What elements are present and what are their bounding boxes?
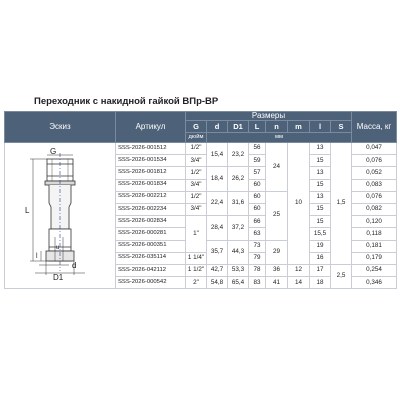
table-cell-m: 10 xyxy=(288,143,310,265)
header-mass: Масса, кг xyxy=(352,112,397,143)
table-cell-D1: 65,4 xyxy=(228,277,249,289)
table-cell-article: SSS-2026-000281 xyxy=(116,228,186,240)
table-cell-d: 35,7 xyxy=(207,240,228,264)
header-unit-inch: дюйм xyxy=(186,133,207,143)
table-cell-l: 15,5 xyxy=(310,228,331,240)
table-cell-l: 15 xyxy=(310,216,331,228)
table-cell-mass: 0,346 xyxy=(352,277,397,289)
table-cell-mass: 0,118 xyxy=(352,228,397,240)
table-cell-L: 73 xyxy=(249,240,266,252)
table-cell-d: 15,4 xyxy=(207,143,228,167)
table-cell-G: 3/4" xyxy=(186,179,207,191)
table-cell-n: 24 xyxy=(266,143,288,192)
table-cell-mass: 0,052 xyxy=(352,167,397,179)
sketch-label-l: l xyxy=(36,253,38,261)
table-cell-D1: 31,6 xyxy=(228,191,249,215)
table-cell-l: 13 xyxy=(310,143,331,155)
table-cell-n: 41 xyxy=(266,277,288,289)
header-m: m xyxy=(288,121,310,133)
table-cell-L: 60 xyxy=(249,191,266,203)
table-cell-D1: 53,3 xyxy=(228,264,249,276)
table-cell-n: 25 xyxy=(266,191,288,240)
table-cell-l: 16 xyxy=(310,252,331,264)
table-cell-L: 60 xyxy=(249,203,266,215)
table-cell-article: SSS-2026-000542 xyxy=(116,277,186,289)
table-cell-article: SSS-2026-042112 xyxy=(116,264,186,276)
table-cell-D1: 37,2 xyxy=(228,216,249,240)
table-cell-G: 1/2" xyxy=(186,143,207,155)
table-cell-mass: 0,083 xyxy=(352,179,397,191)
table-cell-mass: 0,076 xyxy=(352,155,397,167)
table-cell-article: SSS-2026-002234 xyxy=(116,203,186,215)
table-cell-d: 28,4 xyxy=(207,216,228,240)
table-cell-G: 3/4" xyxy=(186,203,207,215)
sketch-label-u: u xyxy=(56,245,60,252)
table-cell-l: 13 xyxy=(310,167,331,179)
table-cell-l: 15 xyxy=(310,179,331,191)
table-cell-mass: 0,181 xyxy=(352,240,397,252)
table-cell-mass: 0,047 xyxy=(352,143,397,155)
table-cell-L: 59 xyxy=(249,155,266,167)
header-G: G xyxy=(186,121,207,133)
table-cell-L: 63 xyxy=(249,228,266,240)
table-cell-article: SSS-2026-001834 xyxy=(116,179,186,191)
table-cell-l: 19 xyxy=(310,240,331,252)
table-cell-l: 18 xyxy=(310,277,331,289)
table-cell-G: 2" xyxy=(186,277,207,289)
header-unit-mm: мм xyxy=(207,133,352,143)
header-S: S xyxy=(331,121,352,133)
table-cell-D1: 23,2 xyxy=(228,143,249,167)
header-d: d xyxy=(207,121,228,133)
header-sketch: Эскиз xyxy=(5,112,116,143)
table-cell-L: 83 xyxy=(249,277,266,289)
table-cell-l: 13 xyxy=(310,191,331,203)
table-cell-article: SSS-2026-002834 xyxy=(116,216,186,228)
header-D1: D1 xyxy=(228,121,249,133)
header-article: Артикул xyxy=(116,112,186,143)
table-cell-m: 14 xyxy=(288,277,310,289)
header-n: n xyxy=(266,121,288,133)
table-cell-G: 1 1/4" xyxy=(186,252,207,264)
sketch-label-D1: D1 xyxy=(53,273,64,282)
table-cell-m: 12 xyxy=(288,264,310,276)
table-cell-L: 79 xyxy=(249,252,266,264)
table-cell-S: 1,5 xyxy=(331,143,352,265)
sketch-cell xyxy=(5,143,116,289)
table-cell-d: 18,4 xyxy=(207,167,228,191)
header-l: l xyxy=(310,121,331,133)
table-cell-G: 1" xyxy=(186,216,207,253)
table-cell-mass: 0,082 xyxy=(352,203,397,215)
table-cell-G: 1/2" xyxy=(186,167,207,179)
table-cell-G: 3/4" xyxy=(186,155,207,167)
table-cell-mass: 0,254 xyxy=(352,264,397,276)
table-cell-d: 42,7 xyxy=(207,264,228,276)
table-cell-D1: 44,3 xyxy=(228,240,249,264)
table-cell-n: 36 xyxy=(266,264,288,276)
spec-table xyxy=(4,111,397,289)
page-footer xyxy=(0,386,400,400)
table-cell-article: SSS-2026-002212 xyxy=(116,191,186,203)
table-cell-mass: 0,076 xyxy=(352,191,397,203)
table-cell-S: 2,5 xyxy=(331,264,352,288)
table-cell-d: 22,4 xyxy=(207,191,228,215)
table-cell-l: 17 xyxy=(310,264,331,276)
table-cell-L: 78 xyxy=(249,264,266,276)
sketch-label-d: d xyxy=(72,261,77,271)
header-sizes: Размеры xyxy=(186,112,352,121)
table-cell-D1: 26,2 xyxy=(228,167,249,191)
table-cell-L: 66 xyxy=(249,216,266,228)
table-cell-L: 60 xyxy=(249,179,266,191)
table-cell-article: SSS-2026-001512 xyxy=(116,143,186,155)
sketch-label-G: G xyxy=(50,147,57,157)
header-L: L xyxy=(249,121,266,133)
table-cell-G: 1/2" xyxy=(186,191,207,203)
table-cell-article: SSS-2026-001812 xyxy=(116,167,186,179)
fitting-sketch xyxy=(5,147,115,281)
table-cell-l: 15 xyxy=(310,155,331,167)
table-cell-article: SSS-2026-001534 xyxy=(116,155,186,167)
table-cell-mass: 0,120 xyxy=(352,216,397,228)
table-cell-mass: 0,179 xyxy=(352,252,397,264)
table-cell-G: 1 1/2" xyxy=(186,264,207,276)
table-cell-article: SSS-2026-000351 xyxy=(116,240,186,252)
table-cell-article: SSS-2026-035114 xyxy=(116,252,186,264)
table-cell-L: 57 xyxy=(249,167,266,179)
table-cell-d: 54,8 xyxy=(207,277,228,289)
table-cell-n: 29 xyxy=(266,240,288,264)
table-cell-L: 56 xyxy=(249,143,266,155)
table-cell-l: 15 xyxy=(310,203,331,215)
page-title: Переходник с накидной гайкой ВПр-ВР xyxy=(34,96,219,107)
sketch-label-L: L xyxy=(25,206,30,216)
